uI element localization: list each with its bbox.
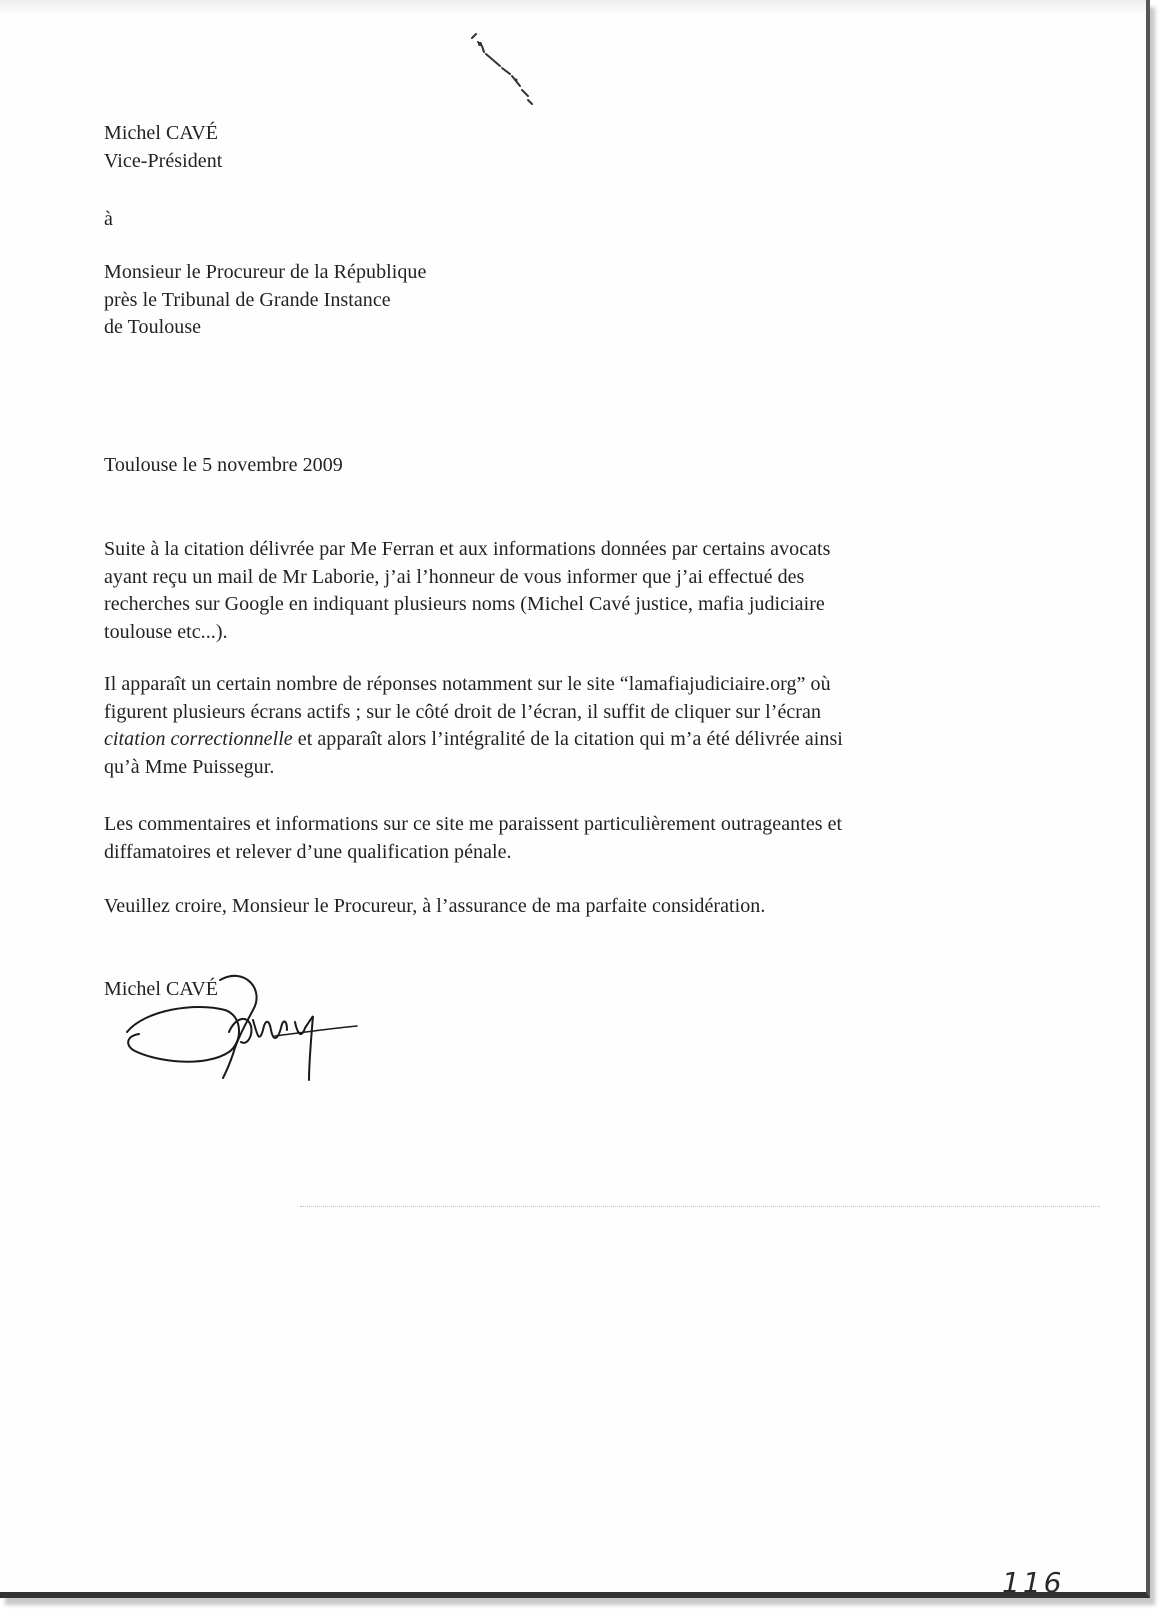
recipient-line-3: de Toulouse [104, 316, 202, 338]
paragraph-2 [104, 671, 1004, 781]
paragraph-1 [104, 536, 1004, 646]
paragraph-line: qu’à Mme Puissegur. [104, 755, 275, 778]
paragraph-line: diffamatoires et relever d’une qualification pénale. [104, 840, 512, 863]
to-word: à [104, 208, 113, 230]
recipient-line-2: près le Tribunal de Grande Instance [104, 288, 391, 311]
handwritten-signature [125, 970, 375, 1100]
paragraph-line: Suite à la citation délivrée par Me Ferran et aux informations données par certains avocats [104, 538, 831, 560]
paragraph-line: recherches sur Google en indiquant plusieurs noms (Michel Cavé justice, mafia judiciaire [104, 593, 825, 615]
closing-name: Michel CAVÉ [104, 978, 219, 1000]
sender-title: Vice-Président [104, 149, 223, 172]
paragraph-line: toulouse etc...). [104, 620, 228, 643]
recipient-block [104, 259, 426, 342]
letter-date: Toulouse le 5 novembre 2009 [104, 454, 343, 476]
sender-name: Michel CAVÉ [104, 122, 219, 144]
paragraph-line: ayant reçu un mail de Mr Laborie, j’ai l’honneur de vous informer que j’ai effectué des [104, 565, 805, 588]
closing-formula: Veuillez croire, Monsieur le Procureur, à l’assurance de ma parfaite considération. [104, 895, 766, 917]
scan-mark [470, 30, 550, 120]
paragraph-3 [104, 811, 1004, 866]
recipient-line-1: Monsieur le Procureur de la République [104, 261, 427, 283]
scan-artifact-line [300, 1206, 1100, 1207]
sender-block [104, 120, 222, 175]
italic-phrase: citation correctionnelle [104, 728, 293, 750]
paragraph-line-rest: et apparaît alors l’intégralité de la citation qui m’a été délivrée ainsi [292, 728, 843, 750]
paragraph-line: Les commentaires et informations sur ce site me paraissent particulièrement outrageantes et [104, 813, 843, 835]
paragraph-line [104, 726, 1004, 754]
paragraph-line: Il apparaît un certain nombre de réponses notamment sur le site “lamafiajudiciaire.org” où [104, 673, 831, 695]
paragraph-line: figurent plusieurs écrans actifs ; sur le côté droit de l’écran, il suffit de cliquer sur l’écran [104, 700, 821, 723]
scan-edge-shadow [0, 0, 1146, 16]
page-number: 116 [1002, 1566, 1065, 1598]
